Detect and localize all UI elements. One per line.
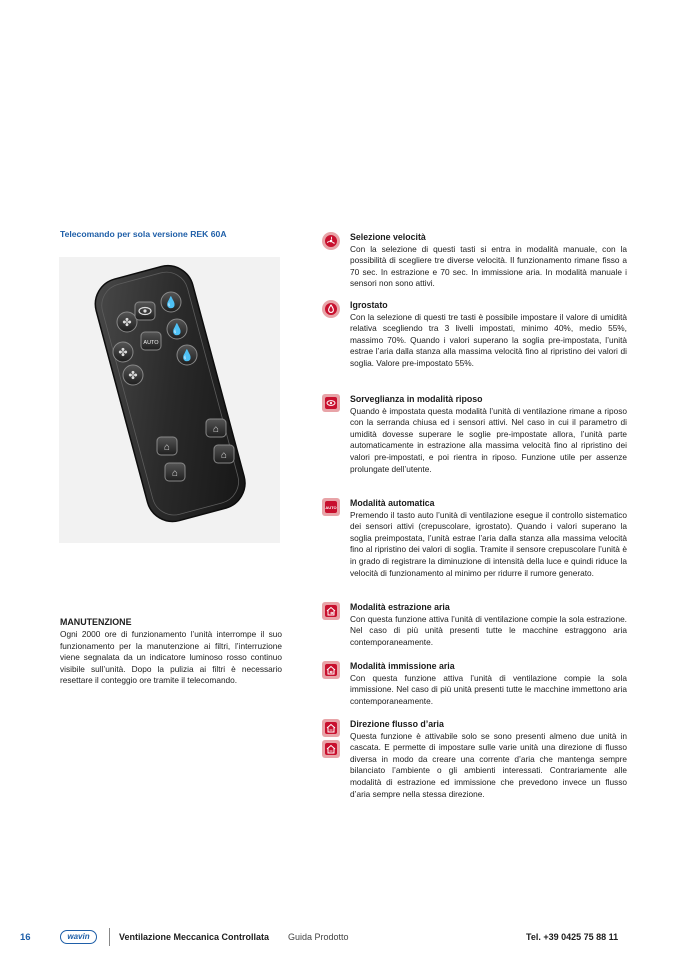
svg-text:💧: 💧 — [164, 297, 178, 309]
maintenance-title: MANUTENZIONE — [60, 617, 132, 627]
feature-title: Igrostato — [350, 300, 388, 310]
feature-title: Selezione velocità — [350, 232, 426, 242]
house-flow-icon — [322, 740, 340, 758]
remote-button-fan-1 — [117, 312, 137, 332]
footer-telephone: Tel. +39 0425 75 88 11 — [526, 932, 619, 942]
svg-text:✤: ✤ — [128, 370, 138, 382]
feature-title: Modalità immissione aria — [350, 661, 455, 671]
house-intake-icon — [322, 661, 340, 679]
remote-button-drop-2 — [167, 319, 187, 339]
feature-intake — [322, 661, 627, 707]
remote-button-drop-3 — [177, 345, 197, 365]
feature-text: Con questa funzione attiva l’unità di ventilazione compie la sola immissione. Nel caso di più unità presenti tutte le macchine immettono aria contemporaneamente. — [350, 672, 627, 706]
svg-text:💧: 💧 — [180, 350, 194, 362]
remote-button-drop-1 — [161, 292, 181, 312]
fan-speed-icon — [322, 232, 340, 250]
feature-hygrostat — [322, 300, 627, 370]
feature-airflow-direction — [322, 719, 627, 800]
footer-title: Ventilazione Meccanica Controllata — [119, 932, 270, 942]
page-number: 16 — [20, 932, 31, 943]
footer-divider — [109, 928, 110, 946]
maintenance-text: Ogni 2000 ore di funzionamento l’unità interrompe il suo funzionamento per la manutenzione ai filtri, l’interruzione viene segnalata da un indicatore luminoso rosso continuo visibile sull’unità. Dopo la pulizia ai filtri è necessario resettare il conteggio ore tramite il telecomando. — [60, 629, 282, 686]
feature-text: Con la selezione di questi tasti si entra in modalità manuale, con la possibilità di scegliere tre diverse velocità. Il funzionamento rimane fisso a 70 sec. In estrazione e 70 sec. In immissione aria. In modalità manuale i sensori non sono attivi. — [350, 243, 627, 289]
auto-icon — [322, 498, 340, 516]
svg-text:✤: ✤ — [118, 347, 128, 359]
feature-automatic — [322, 498, 627, 579]
remote-button-house-4 — [214, 445, 234, 463]
footer-subtitle: Guida Prodotto — [288, 932, 349, 942]
feature-surveillance — [322, 394, 627, 475]
svg-text:💧: 💧 — [170, 324, 184, 336]
svg-text:AUTO: AUTO — [325, 504, 337, 510]
feature-text: Quando è impostata questa modalità l’unità di ventilazione rimane a riposo con la serranda chiusa ed i sensori attivi. Nel caso in cui il parametro di umidità dovesse superare le soglie pre-impostate allora, l’unità parte automaticamente in estrazione alla massima velocità fino al ripristino dei valori pre-impostati, e poi rientra in riposo. Funzione utile per assenze prolungate dell’utente. — [350, 405, 627, 474]
svg-text:⌂: ⌂ — [212, 424, 220, 435]
remote-button-house-2 — [206, 419, 226, 437]
remote-caption: Telecomando per sola versione REK 60A — [60, 229, 227, 239]
remote-control-photo — [59, 257, 280, 543]
feature-speed-selection — [322, 232, 627, 290]
feature-title: Modalità estrazione aria — [350, 602, 450, 612]
remote-button-eye — [135, 302, 155, 320]
eye-icon — [322, 394, 340, 412]
svg-text:AUTO: AUTO — [143, 340, 159, 346]
svg-text:⌂: ⌂ — [171, 468, 179, 479]
feature-title: Direzione flusso d’aria — [350, 719, 444, 729]
house-extract-icon — [322, 602, 340, 620]
feature-title: Modalità automatica — [350, 498, 435, 508]
wavin-logo: wavin — [60, 930, 97, 944]
feature-text: Con la selezione di questi tre tasti è possibile impostare il valore di umidità relativa scegliendo tra 3 livelli impostati, minimo 40%, medio 55%, massimo 70%. Quando i valori superano la soglia pre-impostata, l’unità estrae l’aria dalla stanza alla massima velocità fino al ripristino dei valori di soglia. Valore pre-impostato 55%. — [350, 311, 627, 368]
maintenance-section — [60, 617, 282, 686]
feature-title: Sorveglianza in modalità riposo — [350, 394, 483, 404]
svg-text:⌂: ⌂ — [220, 450, 228, 461]
svg-text:⌂: ⌂ — [163, 442, 171, 453]
svg-text:✤: ✤ — [122, 317, 132, 329]
feature-text: Questa funzione è attivabile solo se sono presenti almeno due unità in cascata. E permette di impostare sulle varie unità una direzione di flusso diversa in modo da creare una corrente d’aria che mantenga sempre bilanciato l’ambiente o gli ambienti interessati. Contrariamente alle modalità di estrazione ed immissione che prevedono invece un flusso d’aria sempre nella stessa direzione. — [350, 730, 627, 799]
feature-text: Con questa funzione attiva l’unità di ventilazione compie la sola estrazione. Nel caso di più unità presenti tutte le macchine estraggono aria contemporaneamente. — [350, 613, 627, 647]
humidity-drop-icon — [322, 300, 340, 318]
remote-button-house-3 — [165, 463, 185, 481]
remote-button-house-1 — [157, 437, 177, 455]
feature-text: Premendo il tasto auto l’unità di ventilazione esegue il controllo sistematico dei sensori attivi (crepuscolare, igrostato). Quando i valori superano la soglia preimpostata, l’unità estrae l’aria dalla stanza alla massima velocità fino al ripristino dei valori di soglia. Tramite il sensore crepuscolare l’unità è in grado di registrare la diminuzione di intensità della luce e quindi riduce la velocità di funzionamento al minimo per ridurre il rumore generato. — [350, 509, 627, 578]
remote-button-fan-2 — [113, 342, 133, 362]
remote-button-fan-3 — [123, 365, 143, 385]
remote-button-auto — [141, 332, 161, 350]
feature-extraction — [322, 602, 627, 648]
house-flow-icon — [322, 719, 340, 737]
page-footer — [0, 928, 678, 948]
